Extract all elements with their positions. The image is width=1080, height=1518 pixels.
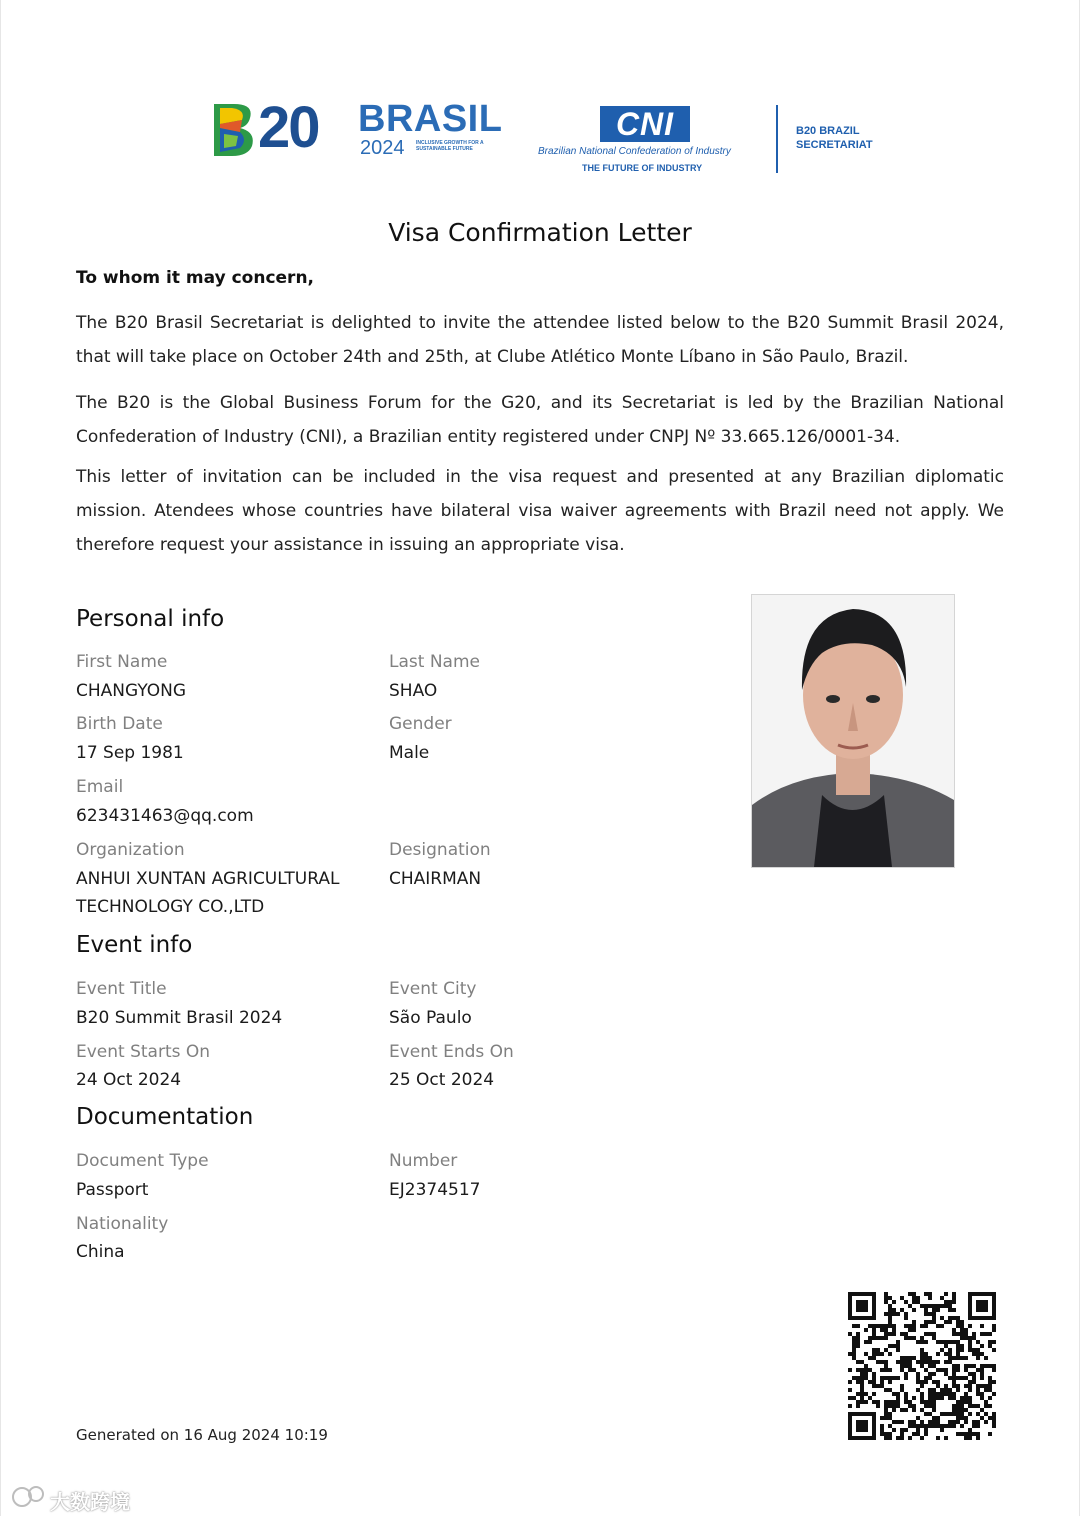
birth-date-value: 17 Sep 1981	[76, 743, 184, 763]
b20-year: 2024	[360, 137, 405, 159]
salutation: To whom it may concern,	[76, 268, 314, 288]
watermark-logo-icon	[10, 1484, 50, 1510]
secretariat-label	[796, 124, 873, 152]
event-city-label: Event City	[389, 979, 477, 999]
event-ends-label: Event Ends On	[389, 1042, 514, 1062]
portrait-icon	[752, 595, 954, 867]
gender-label: Gender	[389, 714, 452, 734]
first-name-value: CHANGYONG	[76, 681, 187, 701]
secretariat-line-1: B20 BRAZIL	[796, 125, 860, 137]
cni-logo-box: CNI	[600, 106, 690, 142]
organization-label: Organization	[76, 840, 185, 860]
first-name-label: First Name	[76, 652, 168, 672]
cni-logo	[536, 106, 766, 176]
secretariat-line-2: SECRETARIAT	[796, 139, 873, 151]
document-type-value: Passport	[76, 1180, 149, 1200]
qr-code-icon	[848, 1292, 996, 1440]
paragraph-1: The B20 Brasil Secretariat is delighted to invite the attendee listed below to the B20 Summit Brasil 2024, that will take place on October 24th and 25th, at Clube Atlético Monte Líbano in São Paulo, Brazil.	[76, 313, 1004, 367]
section-documentation: Documentation	[76, 1104, 254, 1130]
event-starts-label: Event Starts On	[76, 1042, 211, 1062]
paragraph-3: This letter of invitation can be included in the visa request and presented at any Brazilian diplomatic mission. Atendees whose countries have bilateral visa waiver agreements with Brazil need not apply. We therefore request your assistance in issuing an appropriate visa.	[76, 467, 1004, 555]
paragraph-2: The B20 is the Global Business Forum for the G20, and its Secretariat is led by the Brazilian National Confederation of Industry (CNI), a Brazilian entity registered under CNPJ Nº 33.665.126/0001-34.	[76, 393, 1004, 447]
email-value: 623431463@qq.com	[76, 806, 254, 826]
header-divider	[776, 105, 778, 173]
event-starts-value: 24 Oct 2024	[76, 1070, 182, 1090]
birth-date-label: Birth Date	[76, 714, 163, 734]
b20-wordmark: 20	[258, 95, 319, 160]
watermark-text: 大数跨境	[50, 1490, 130, 1514]
cni-full-name: Brazilian National Confederation of Industry	[538, 146, 731, 157]
last-name-value: SHAO	[389, 681, 438, 701]
nationality-value: China	[76, 1242, 125, 1262]
organization-value: ANHUI XUNTAN AGRICULTURAL TECHNOLOGY CO.,LTD	[76, 869, 340, 917]
event-city-value: São Paulo	[389, 1008, 472, 1028]
section-event-info: Event info	[76, 932, 193, 958]
b20-tagline: INCLUSIVE GROWTH FOR A SUSTAINABLE FUTURE	[416, 140, 484, 152]
gender-value: Male	[389, 743, 430, 763]
document-number-label: Number	[389, 1151, 458, 1171]
email-label: Email	[76, 777, 124, 797]
nationality-label: Nationality	[76, 1214, 169, 1234]
last-name-label: Last Name	[389, 652, 480, 672]
event-ends-value: 25 Oct 2024	[389, 1070, 495, 1090]
document-number-value: EJ2374517	[389, 1180, 481, 1200]
b20-country: BRASIL	[358, 98, 503, 140]
document-type-label: Document Type	[76, 1151, 209, 1171]
page-title: Visa Confirmation Letter	[388, 218, 692, 247]
event-title-value: B20 Summit Brasil 2024	[76, 1008, 283, 1028]
designation-value: CHAIRMAN	[389, 869, 482, 889]
section-personal-info: Personal info	[76, 606, 225, 632]
generated-timestamp: Generated on 16 Aug 2024 10:19	[76, 1426, 328, 1444]
event-title-label: Event Title	[76, 979, 167, 999]
b20-colorful-b-icon	[210, 102, 260, 158]
designation-label: Designation	[389, 840, 491, 860]
attendee-photo	[751, 594, 955, 868]
b20-brasil-logo	[210, 95, 503, 160]
cni-tagline: THE FUTURE OF INDUSTRY	[582, 163, 703, 173]
